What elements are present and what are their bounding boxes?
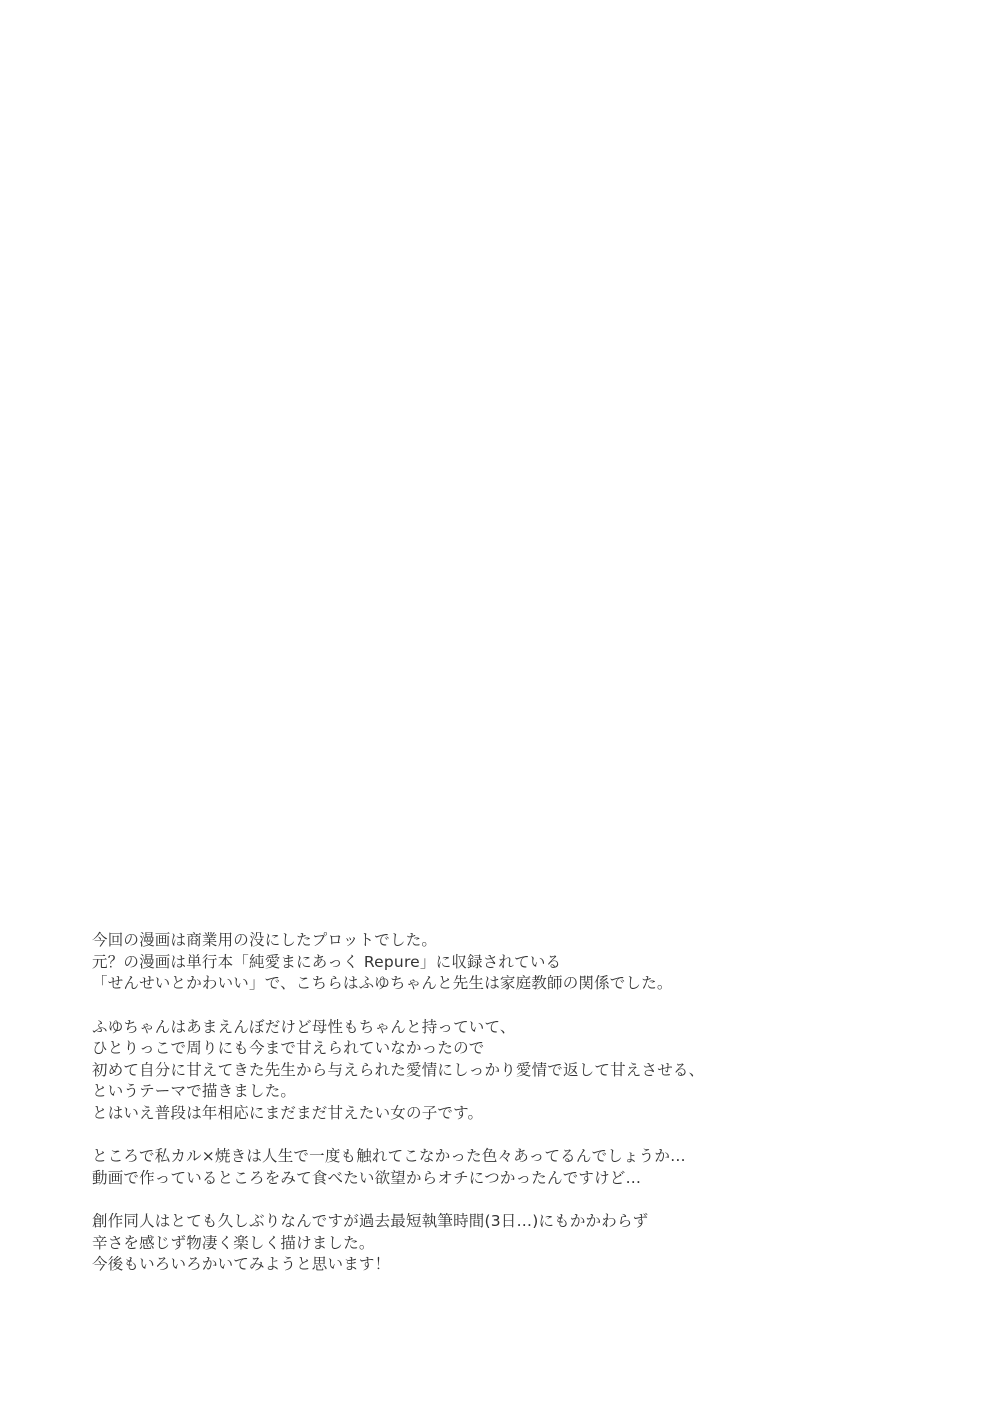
text-line: 元？の漫画は単行本「純愛まにあっく Repure」に収録されている <box>92 952 562 971</box>
text-line: 動画で作っているところをみて食べたい欲望からオチにつかったんですけど… <box>92 1168 642 1187</box>
text-line: ところで私カル×焼きは人生で一度も触れてこなかった色々あってるんでしょうか… <box>92 1147 686 1165</box>
text-line: 「せんせいとかわいい」で、こちらはふゆちゃんと先生は家庭教師の関係でした。 <box>92 974 673 992</box>
text-line: とはいえ普段は年相応にまだまだ甘えたい女の子です。 <box>92 1103 484 1122</box>
paragraph <box>92 1211 912 1276</box>
text-line: ふゆちゃんはあまえんぼだけど母性もちゃんと持っていて、 <box>92 1017 516 1036</box>
paragraph <box>92 1146 912 1189</box>
text-line: ひとりっこで周りにも今まで甘えられていなかったので <box>92 1039 485 1057</box>
text-line: 辛さを感じず物凄く楽しく描けました。 <box>92 1233 375 1252</box>
text-line: というテーマで描きました。 <box>92 1082 297 1100</box>
text-line: 今回の漫画は商業用の没にしたプロットでした。 <box>92 931 438 949</box>
afterword-text-block <box>92 930 912 1276</box>
paragraph <box>92 930 912 995</box>
text-line: 創作同人はとても久しぶりなんですが過去最短執筆時間(3日…)にもかかわらず <box>92 1212 649 1230</box>
text-line: 今後もいろいろかいてみようと思います！ <box>92 1255 391 1273</box>
paragraph <box>92 1017 912 1125</box>
text-line: 初めて自分に甘えてきた先生から与えられた愛情にしっかり愛情で返して甘えさせる、 <box>92 1060 705 1079</box>
